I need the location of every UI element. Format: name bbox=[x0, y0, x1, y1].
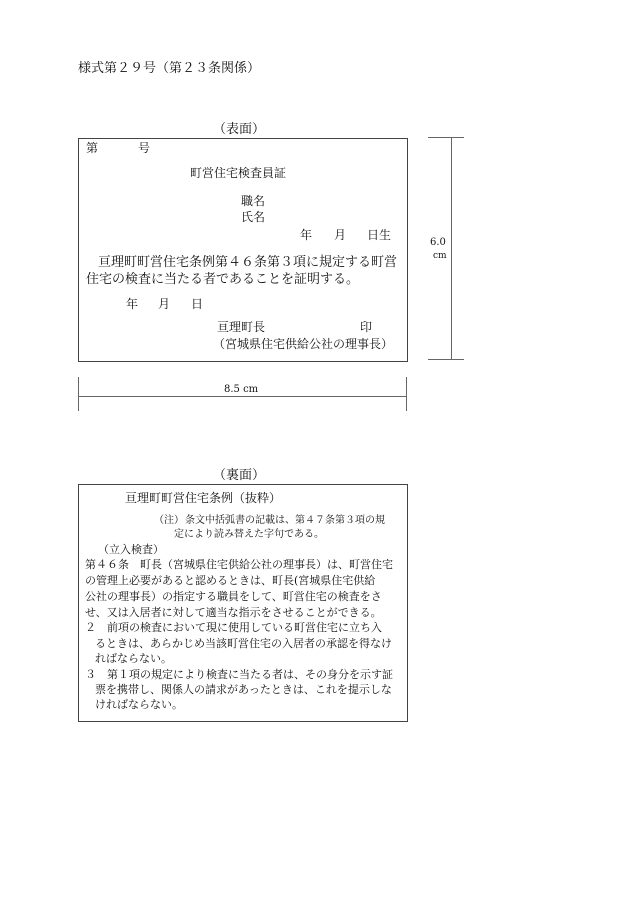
issue-day-label: 日 bbox=[191, 297, 204, 311]
paragraph-3-line-2: 票を携帯し、関係人の請求があったときは、これを提示しな bbox=[95, 683, 392, 696]
article-46-line-4: せ、又は入居者に対して適当な指示をさせることができる。 bbox=[85, 606, 382, 619]
paragraph-2-line-3: ればならない。 bbox=[95, 652, 172, 665]
job-title-label: 職名 bbox=[241, 194, 266, 208]
birth-year-label: 年 bbox=[300, 228, 313, 242]
paragraph-2-line-1: ２ 前項の検査において現に使用している町営住宅に立ち入 bbox=[85, 621, 382, 634]
width-dimension-left-tick bbox=[78, 377, 79, 411]
issuer-alternate: （宮城県住宅供給公社の理事長） bbox=[213, 337, 394, 351]
article-46-line-2: の管理上必要があると認めるときは、町長(宮城県住宅供給 bbox=[85, 574, 376, 587]
issuer-name: 亘理町長 bbox=[217, 320, 266, 334]
issue-year-label: 年 bbox=[126, 297, 139, 311]
front-side-label: （表面） bbox=[213, 122, 266, 137]
article-46-line-1: 第４６条 町長（宮城県住宅供給公社の理事長）は、町営住宅 bbox=[85, 558, 393, 571]
birth-month-label: 月 bbox=[334, 228, 347, 242]
issue-month-label: 月 bbox=[158, 297, 171, 311]
back-side-label: （裏面） bbox=[213, 468, 266, 483]
birth-day-label: 日生 bbox=[367, 228, 392, 242]
card-number-dai: 第 bbox=[86, 141, 99, 155]
paragraph-3-line-1: ３ 第１項の規定により検査に当たる者は、その身分を示す証 bbox=[85, 668, 393, 681]
seal-mark: 印 bbox=[360, 320, 373, 334]
article-46-line-3: 公社の理事長）の指定する職員をして、町営住宅の検査をさ bbox=[85, 590, 382, 603]
height-dimension-top-tick bbox=[428, 137, 464, 138]
width-dimension-right-tick bbox=[406, 377, 407, 411]
certification-line-2: 住宅の検査に当たる者であることを証明する。 bbox=[86, 272, 360, 287]
card-title: 町営住宅検査員証 bbox=[190, 166, 287, 180]
form-title: 様式第２９号（第２３条関係） bbox=[78, 61, 261, 76]
card-number-go: 号 bbox=[138, 141, 151, 155]
back-heading: 亘理町町営住宅条例（抜粋） bbox=[125, 491, 282, 505]
paragraph-3-line-3: ければならない。 bbox=[95, 698, 183, 711]
name-label: 氏名 bbox=[241, 210, 266, 224]
certification-line-1: 亘理町町営住宅条例第４６条第３項に規定する町営 bbox=[98, 255, 398, 270]
paragraph-2-line-2: るときは、あらかじめ当該町営住宅の入居者の承認を得なけ bbox=[95, 637, 392, 650]
note-line-2: 定により読み替えた字句である。 bbox=[174, 529, 324, 540]
height-dimension-bottom-tick bbox=[428, 359, 464, 360]
height-dimension-value: 6.0 bbox=[430, 237, 446, 248]
note-line-1: 条文中括弧書の記載は、第４７条第３項の規 bbox=[185, 515, 385, 526]
height-dimension-line bbox=[451, 137, 452, 360]
width-dimension-label: 8.5 cm bbox=[224, 384, 259, 395]
width-dimension-line bbox=[78, 396, 406, 397]
height-dimension-unit: cm bbox=[433, 251, 447, 261]
article-caption: （立入検査） bbox=[98, 543, 164, 556]
note-prefix: （注） bbox=[154, 515, 184, 526]
